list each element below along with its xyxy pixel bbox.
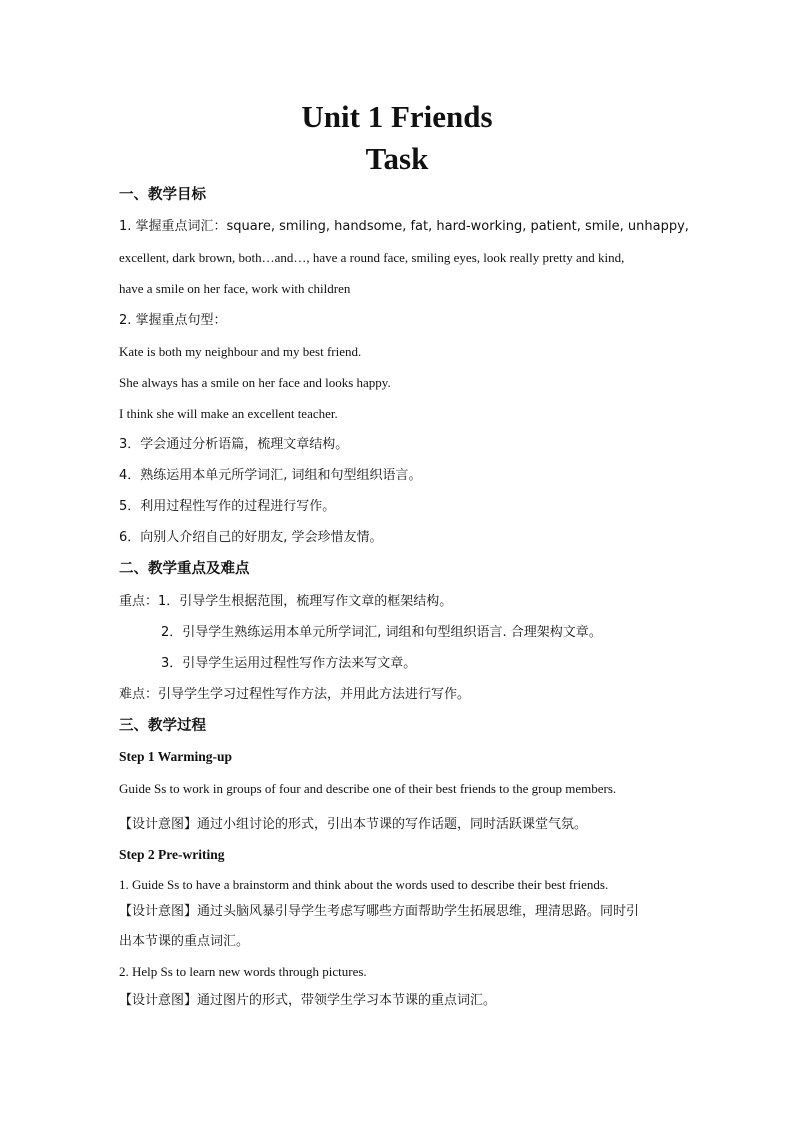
objective-6: 6．向别人介绍自己的好朋友, 学会珍惜友情。 <box>119 530 383 545</box>
objective-3: 3．学会通过分析语篇，梳理文章结构。 <box>119 437 349 452</box>
step-2-design-intent-2: 【设计意图】通过图片的形式，带领学生学习本节课的重点词汇。 <box>119 993 497 1008</box>
key-sentence-2: She always has a smile on her face and looks happy. <box>119 375 391 390</box>
step-2-design-intent-1-line-1: 【设计意图】通过头脑风暴引导学生考虑写哪些方面帮助学生拓展思维，理清思路。同时引 <box>119 904 640 919</box>
section-heading-objectives: 一、教学目标 <box>119 187 206 203</box>
key-point-3: 3．引导学生运用过程性写作方法来写文章。 <box>161 656 417 671</box>
key-point-2: 2．引导学生熟练运用本单元所学词汇, 词组和句型组织语言. 合理架构文章。 <box>161 625 602 640</box>
section-heading-process: 三、教学过程 <box>119 718 206 734</box>
document-subtitle: Task <box>365 141 429 176</box>
key-sentence-3: I think she will make an excellent teacher. <box>119 406 338 421</box>
key-sentence-1: Kate is both my neighbour and my best friend. <box>119 344 362 359</box>
objective-5: 5．利用过程性写作的过程进行写作。 <box>119 499 336 514</box>
objective-1-line-2: excellent, dark brown, both…and…, have a round face, smiling eyes, look really pretty and kind, <box>119 250 625 265</box>
step-2-design-intent-1-line-2: 出本节课的重点词汇。 <box>119 934 250 949</box>
objective-1-line-3: have a smile on her face, work with children <box>119 281 351 296</box>
key-point-1: 重点：1．引导学生根据范围，梳理写作文章的框架结构。 <box>119 594 453 609</box>
step-2-item-1: 1. Guide Ss to have a brainstorm and think about the words used to describe their best friends. <box>119 877 609 892</box>
step-1-text: Guide Ss to work in groups of four and describe one of their best friends to the group members. <box>119 781 617 796</box>
objective-1-line-1: 1. 掌握重点词汇：square, smiling, handsome, fat, hard-working, patient, smile, unhappy, <box>119 219 689 234</box>
document-title: Unit 1 Friends <box>301 99 493 134</box>
objective-4: 4．熟练运用本单元所学词汇, 词组和句型组织语言。 <box>119 468 422 483</box>
step-1-design-intent: 【设计意图】通过小组讨论的形式，引出本节课的写作话题，同时活跃课堂气氛。 <box>119 817 588 832</box>
step-1-title: Step 1 Warming-up <box>119 749 233 764</box>
objective-2: 2. 掌握重点句型： <box>119 313 227 328</box>
step-2-title: Step 2 Pre-writing <box>119 847 225 862</box>
difficulty-point: 难点：引导学生学习过程性写作方法，并用此方法进行写作。 <box>119 687 471 702</box>
step-2-item-2: 2. Help Ss to learn new words through pictures. <box>119 964 367 979</box>
section-heading-key-points: 二、教学重点及难点 <box>119 561 250 577</box>
